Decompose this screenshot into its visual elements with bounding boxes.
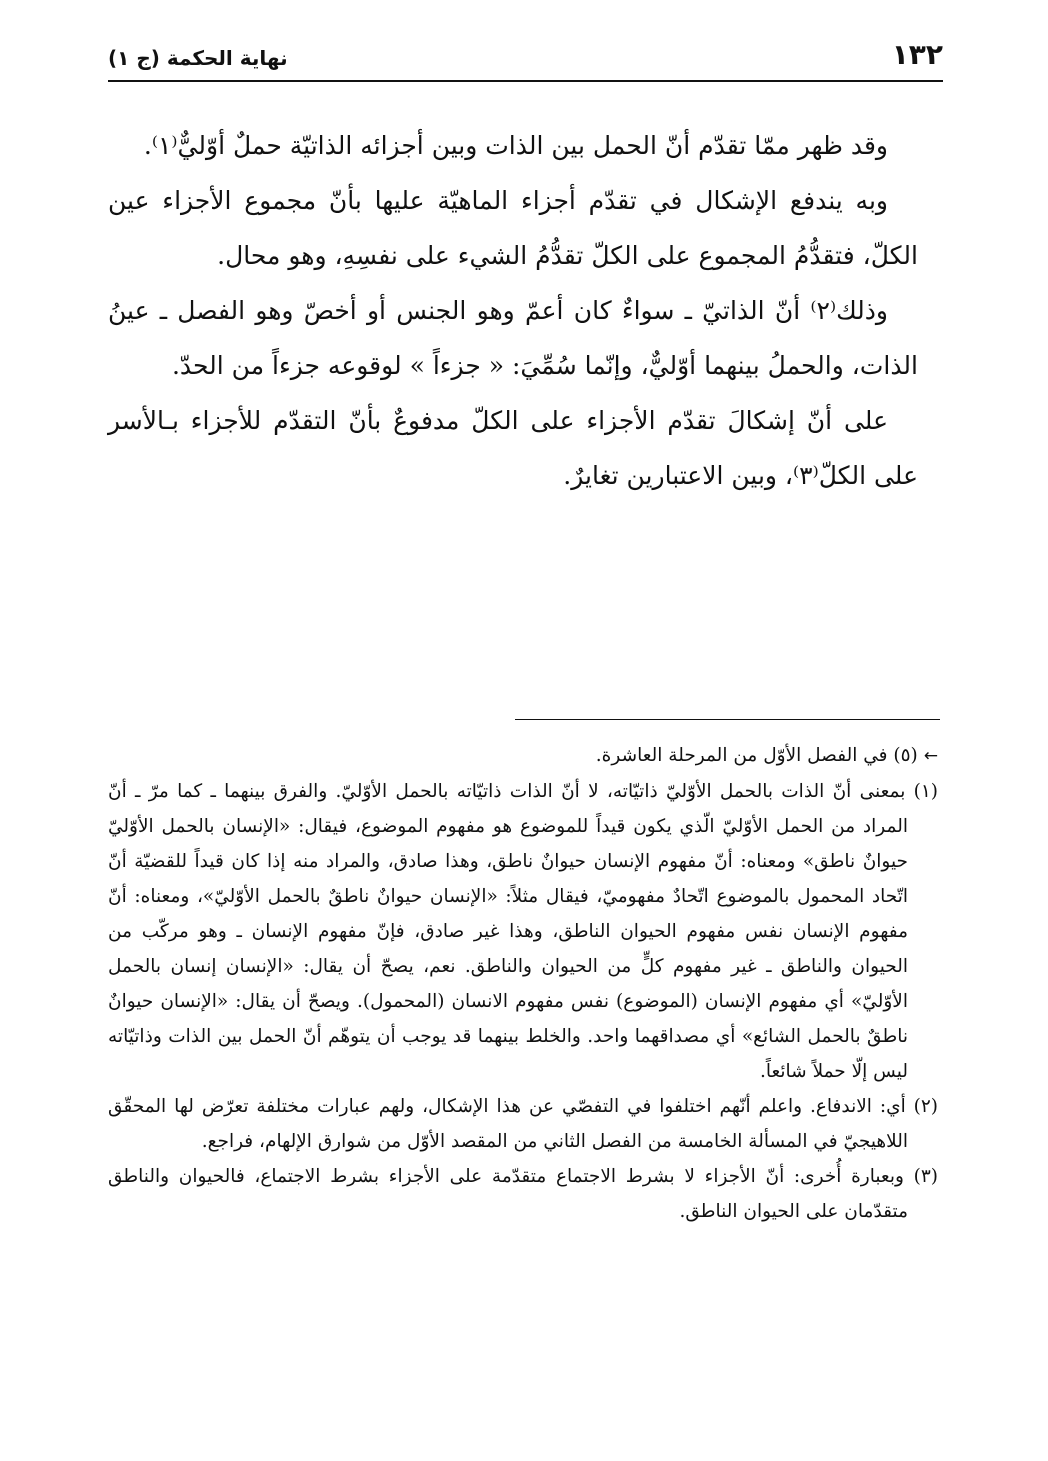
footnote-2: (٢) أي: الاندفاع. واعلم أنّهم اختلفوا في التفصّي عن هذا الإشكال، ولهم عبارات مختلفة تعرّض لها المحقّق اللاهيجيّ في المسألة الخامسة من الفصل الثاني من المقصد الأوّل من شوارق الإلهام، فراجع. [108, 1096, 938, 1152]
body-paragraph-3: وذلك⁽٢⁾ أنّ الذاتيّ ـ سواءٌ كان أعمّ وهو الجنس أو أخصّ وهو الفصل ـ عينُ الذات، والحملُ بينهما أوّليٌّ، وإنّما سُمِّيَ: « جزءاً » لوقوعه جزءاً من الحدّ. [108, 296, 918, 380]
footnote-3: (٣) وبعبارة أُخرى: أنّ الأجزاء لا بشرط الاجتماع متقدّمة على الأجزاء بشرط الاجتماع، فالحيوان والناطق متقدّمان على الحيوان الناطق. [108, 1166, 938, 1222]
footnotes [108, 738, 938, 1229]
page-number: ١٣٢ [891, 38, 943, 71]
body-paragraph-4: على أنّ إشكالَ تقدّم الأجزاء على الكلّ مدفوعٌ بأنّ التقدّم للأجزاء بـالأسر على الكلّ⁽٣⁾، وبين الاعتبارين تغايرٌ. [108, 406, 918, 490]
footnote-carry-over-text: (٥) في الفصل الأوّل من المرحلة العاشرة. [595, 745, 918, 766]
footnote-1: (١) بمعنى أنّ الذات بالحمل الأوّليّ ذاتيّاته، لا أنّ الذات ذاتيّاته بالحمل الأوّليّ. والفرق بينهما ـ كما مرّ ـ أنّ المراد من الحمل الأوّليّ الّذي يكون قيداً للموضوع هو مفهوم الموضوع، فيقال: «الإنسان بالحمل الأوّليّ حيوانٌ ناطق» ومعناه: أنّ مفهوم الإنسان حيوانٌ ناطق، وهذا صادق، والمراد منه إذا كان قيداً للقضيّة أنّ اتّحاد المحمول بالموضوع اتّحادٌ مفهوميّ، فيقال مثلاً: «الإنسان حيوانٌ ناطقٌ بالحمل الأوّليّ»، ومعناه: أنّ مفهوم الإنسان نفس مفهوم الحيوان الناطق، وهذا غير صادق، فإنّ مفهوم الإنسان ـ وهو مركّب من الحيوان والناطق ـ غير مفهوم كلٍّ من الحيوان والناطق. نعم، يصحّ أن يقال: «الإنسان إنسان بالحمل الأوّليّ» أي مفهوم الإنسان (الموضوع) نفس مفهوم الانسان (المحمول). ويصحّ أن يقال: «الإنسان حيوانٌ ناطقٌ بالحمل الشائع» أي مصداقهما واحد. والخلط بينهما قد يوجب أن يتوهّم أنّ الحمل بين الذات وذاتيّاته ليس إلّا حملاً شائعاً. [108, 781, 938, 1082]
body-paragraph-1: وقد ظهر ممّا تقدّم أنّ الحمل بين الذات وبين أجزائه الذاتيّة حملٌ أوّليٌّ⁽١⁾. [143, 131, 888, 160]
header-rule [108, 80, 943, 82]
footnote-rule [515, 719, 940, 720]
continuation-arrow-icon: ← [923, 746, 938, 766]
body-paragraph-2: وبه يندفع الإشكال في تقدّم أجزاء الماهيّة عليها بأنّ مجموع الأجزاء عين الكلّ، فتقدُّمُ المجموع على الكلّ تقدُّمُ الشيء على نفسِهِ، وهو محال. [108, 186, 918, 270]
footnote-carry-over [108, 738, 938, 774]
main-text [108, 118, 918, 503]
book-title: نهاية الحكمة (ج ١) [108, 46, 288, 70]
running-header [108, 38, 943, 78]
